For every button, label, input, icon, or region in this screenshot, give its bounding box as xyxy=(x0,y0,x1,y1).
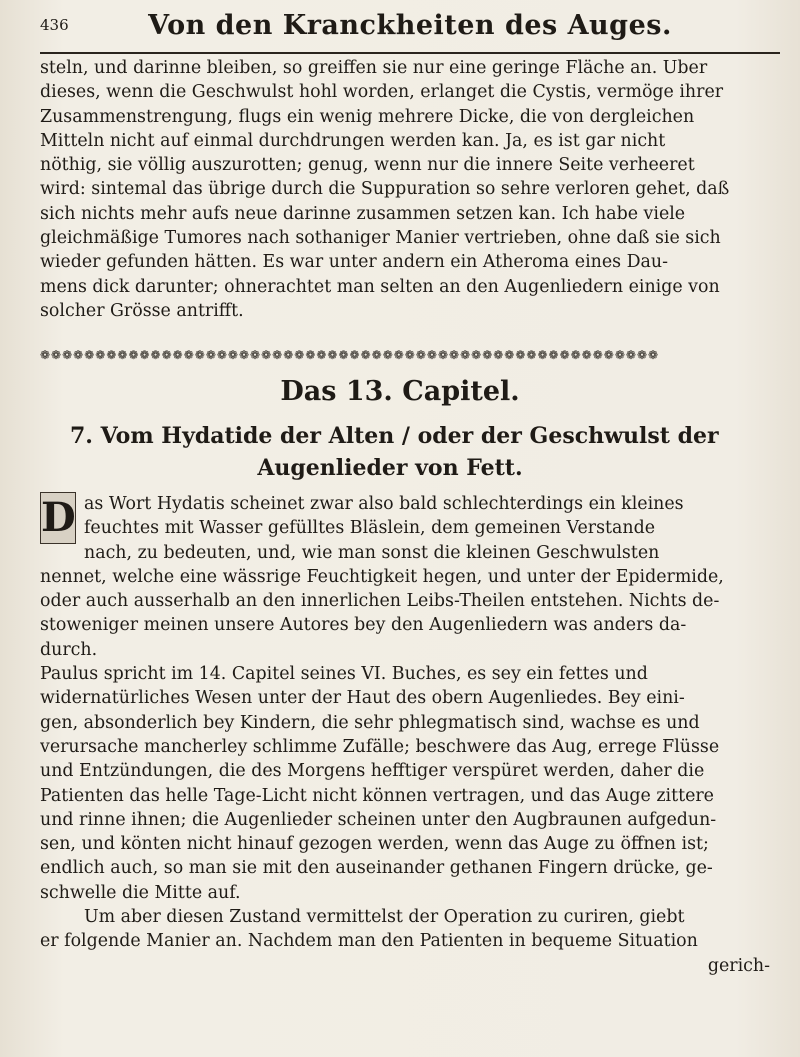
paragraph-continued xyxy=(40,56,780,323)
text-line: und Entzündungen, die des Morgens hefftiger verspüret werden, daher die xyxy=(40,761,705,782)
page-header xyxy=(40,10,780,50)
text-line: sen, und könten nicht hinauf gezogen werden, wenn das Auge zu öffnen ist; xyxy=(40,834,709,855)
text-line: sich nichts mehr aufs neue darinne zusammen setzen kan. Ich habe viele xyxy=(40,203,686,224)
catchword: gerich- xyxy=(707,955,770,976)
text-line: oder auch ausserhalb an den innerlichen Leibs-Theilen entstehen. Nichts de- xyxy=(40,591,720,612)
text-line: und rinne ihnen; die Augenlieder scheinen unter den Augbraunen aufgedun- xyxy=(40,809,717,830)
text-line: Um aber diesen Zustand vermittelst der Operation zu curiren, giebt xyxy=(84,907,685,928)
text-line: stoweniger meinen unsere Autores bey den Augenliedern was anders da- xyxy=(40,615,687,636)
text-line: feuchtes mit Wasser gefülltes Bläslein, dem gemeinen Verstande xyxy=(84,518,656,539)
text-line: as Wort Hydatis scheinet zwar also bald schlechterdings ein kleines xyxy=(84,494,684,514)
text-line: nach, zu bedeuten, und, wie man sonst die kleinen Geschwulsten xyxy=(84,542,660,563)
text-line: widernatürliches Wesen unter der Haut des obern Augenliedes. Bey eini- xyxy=(40,688,685,709)
text-line: endlich auch, so man sie mit den auseinander gethanen Fingern drücke, ge- xyxy=(40,858,713,879)
drop-cap: D xyxy=(40,492,76,544)
section-title-line-1: 7. Vom Hydatide der Alten / oder der Geschwulst der xyxy=(70,423,719,449)
text-line: er folgende Manier an. Nachdem man den Patienten in bequeme Situation xyxy=(40,931,698,952)
text-line: nennet, welche eine wässrige Feuchtigkeit hegen, und unter der Epidermide, xyxy=(40,566,724,587)
paragraph-hydatis xyxy=(40,492,780,978)
page-number: 436 xyxy=(40,16,69,34)
text-line: Mitteln nicht auf einmal durchdrungen werden kan. Ja, es ist gar nicht xyxy=(40,130,666,151)
section-title xyxy=(70,420,770,484)
text-line: wird: sintemal das übrige durch die Suppuration so sehre verloren gehet, daß xyxy=(40,179,730,200)
text-line: Paulus spricht im 14. Capitel seines VI. Buches, es sey ein fettes und xyxy=(40,664,648,685)
ornamental-divider: ❁❁❁❁❁❁❁❁❁❁❁❁❁❁❁❁❁❁❁❁❁❁❁❁❁❁❁❁❁❁❁❁❁❁❁❁❁❁❁❁❁❁❁❁❁❁❁❁❁❁❁❁❁❁❁❁ xyxy=(40,348,660,362)
text-line: solcher Grösse antrifft. xyxy=(40,300,244,321)
text-line: verursache mancherley schlimme Zufälle; beschwere das Aug, errege Flüsse xyxy=(40,736,720,757)
text-line: nöthig, sie völlig auszurotten; genug, wenn nur die innere Seite verheeret xyxy=(40,155,695,176)
header-rule xyxy=(40,52,780,54)
text-line: schwelle die Mitte auf. xyxy=(40,882,241,903)
running-title: Von den Kranckheiten des Auges. xyxy=(148,10,672,41)
text-line: steln, und darinne bleiben, so greiffen sie nur eine geringe Fläche an. Uber xyxy=(40,58,708,78)
text-line: gleichmäßige Tumores nach sothaniger Manier vertrieben, ohne daß sie sich xyxy=(40,228,721,249)
text-line: wieder gefunden hätten. Es war unter andern ein Atheroma eines Dau- xyxy=(40,252,668,273)
text-line: gen, absonderlich bey Kindern, die sehr phlegmatisch sind, wachse es und xyxy=(40,712,700,733)
chapter-heading: Das 13. Capitel. xyxy=(280,376,520,407)
text-line: dieses, wenn die Geschwulst hohl worden, erlanget die Cystis, vermöge ihrer xyxy=(40,82,724,103)
section-title-line-2: Augenlieder von Fett. xyxy=(257,455,523,481)
text-line: Patienten das helle Tage-Licht nicht können vertragen, und das Auge zittere xyxy=(40,785,714,806)
text-line: durch. xyxy=(40,639,98,660)
text-line: mens dick darunter; ohnerachtet man selten an den Augenliedern einige von xyxy=(40,276,720,297)
text-line: Zusammenstrengung, flugs ein wenig mehrere Dicke, die von dergleichen xyxy=(40,106,695,127)
